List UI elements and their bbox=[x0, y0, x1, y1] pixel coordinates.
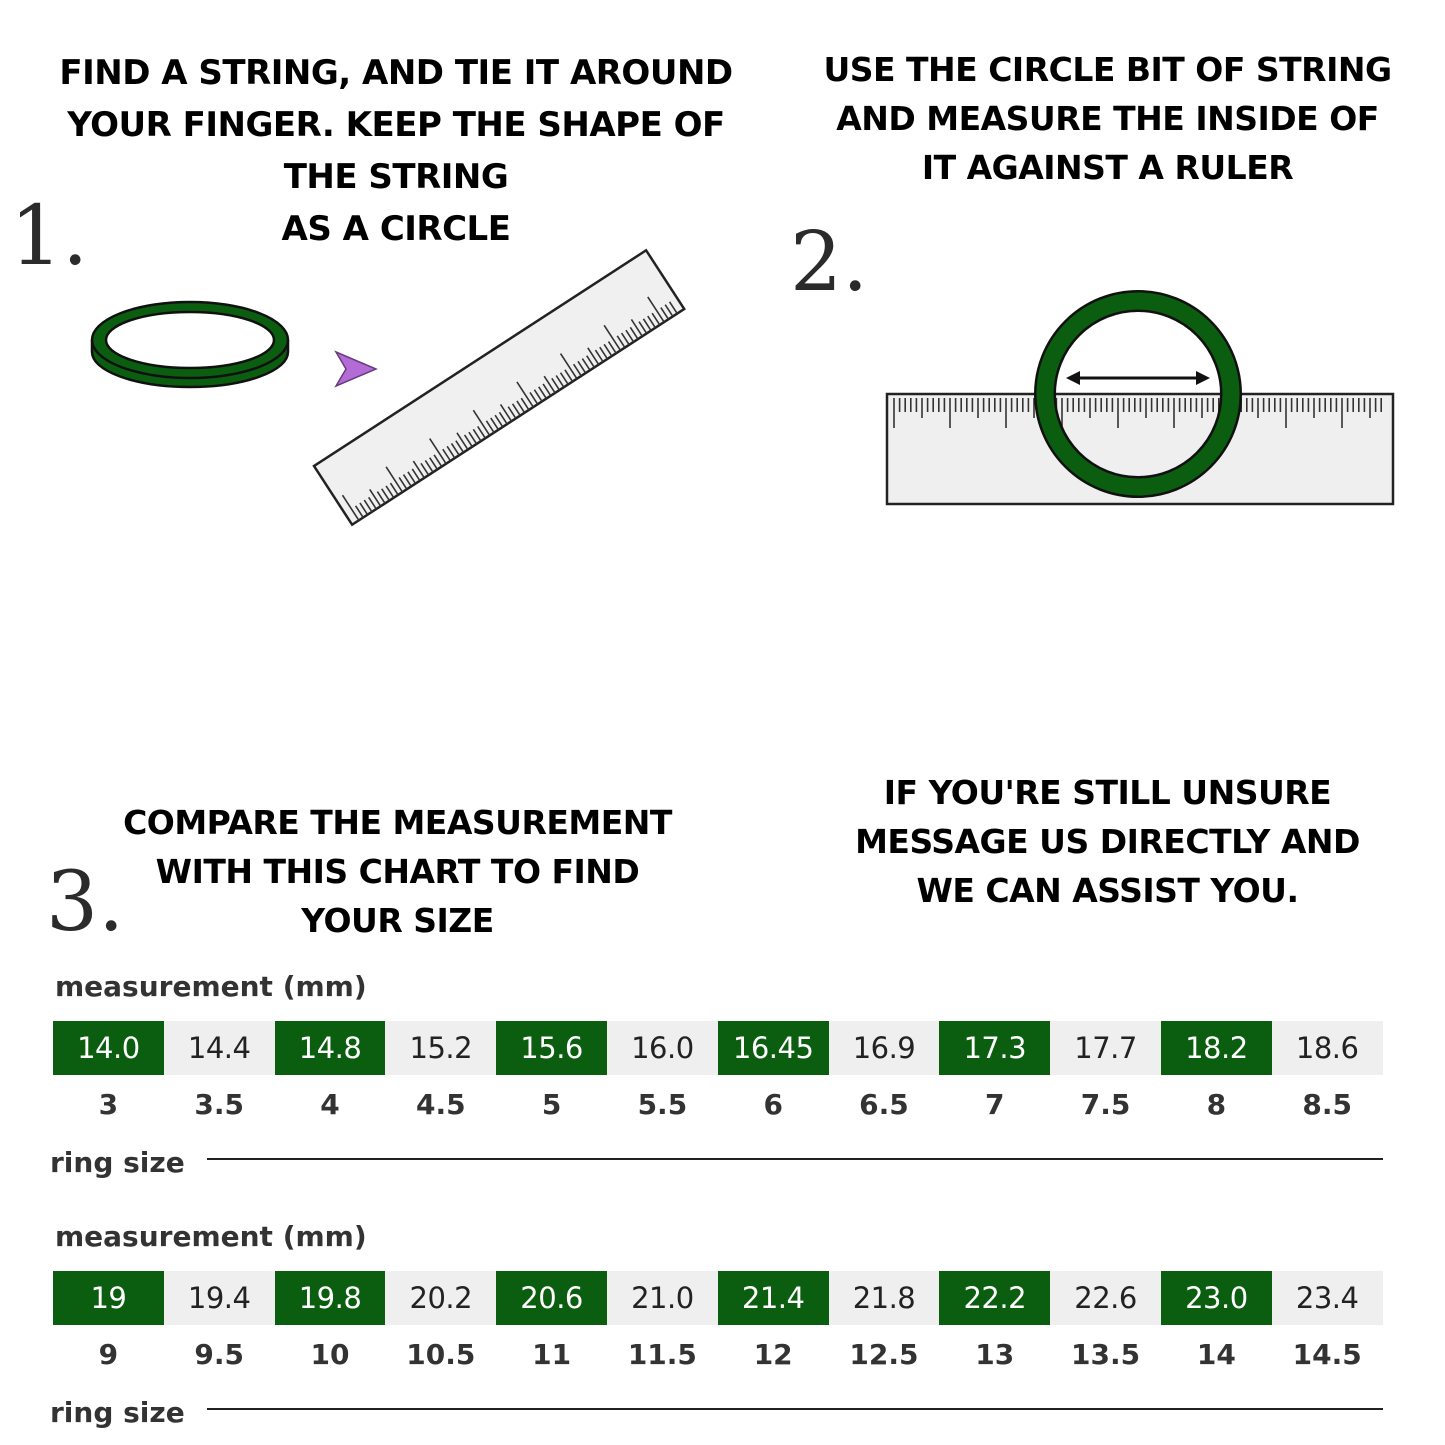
measurement-cell: 14.0 bbox=[53, 1021, 164, 1075]
string-loop-icon bbox=[90, 290, 290, 400]
measurement-cell: 23.4 bbox=[1295, 1281, 1359, 1315]
ring-size-cell: 9.5 bbox=[194, 1337, 244, 1371]
ring-size-cell: 5 bbox=[541, 1087, 562, 1121]
ring-size-cell: 10 bbox=[310, 1337, 350, 1371]
measurement-cell: 17.3 bbox=[939, 1021, 1050, 1075]
ring-size-cell: 12 bbox=[753, 1337, 793, 1371]
measurement-cell: 20.6 bbox=[496, 1271, 607, 1325]
ring-size-cell: 5.5 bbox=[637, 1087, 688, 1121]
measurement-cell: 23.0 bbox=[1161, 1271, 1272, 1325]
ring-size-cell: 7 bbox=[985, 1087, 1005, 1121]
measurement-label: measurement (mm) bbox=[55, 1220, 367, 1253]
ring-size-cell: 10.5 bbox=[406, 1337, 476, 1371]
measurement-cell: 19.8 bbox=[275, 1271, 386, 1325]
ring-size-cell: 3.5 bbox=[194, 1087, 244, 1121]
measurement-label: measurement (mm) bbox=[55, 970, 367, 1003]
measurement-cell: 15.2 bbox=[409, 1031, 473, 1065]
step-3-line: YOUR SIZE bbox=[301, 901, 494, 940]
ring-size-cell: 4 bbox=[320, 1087, 340, 1121]
ring-size-row bbox=[53, 1084, 1383, 1124]
measurement-cell: 22.6 bbox=[1074, 1281, 1137, 1315]
measurement-cell: 21.8 bbox=[852, 1281, 916, 1315]
divider bbox=[207, 1158, 1383, 1160]
ring-size-row bbox=[53, 1334, 1383, 1374]
measurement-cell: 18.6 bbox=[1295, 1031, 1359, 1065]
measurement-cell: 18.2 bbox=[1161, 1021, 1272, 1075]
step-2-heading bbox=[810, 45, 1405, 192]
step-3-line: COMPARE THE MEASUREMENT bbox=[123, 803, 672, 842]
step-1-line: THE STRING bbox=[283, 157, 509, 197]
step-2-line: USE THE CIRCLE BIT OF STRING bbox=[823, 50, 1392, 89]
contact-note-line: MESSAGE US DIRECTLY AND bbox=[855, 822, 1360, 861]
measure-arrow-icon bbox=[1066, 371, 1210, 385]
measurement-cell: 16.45 bbox=[718, 1021, 829, 1075]
step-2-line: AND MEASURE THE INSIDE OF bbox=[836, 99, 1379, 138]
step-1-line: FIND A STRING, AND TIE IT AROUND bbox=[59, 53, 733, 93]
ring-size-cell: 14 bbox=[1196, 1337, 1236, 1371]
measurement-cell: 14.8 bbox=[275, 1021, 386, 1075]
measurement-cell: 21.4 bbox=[718, 1271, 829, 1325]
step-2-number: 2. bbox=[790, 215, 869, 310]
ruler-icon bbox=[312, 262, 652, 524]
measurement-cell: 16.9 bbox=[852, 1031, 916, 1065]
ring-size-cell: 7.5 bbox=[1080, 1087, 1131, 1121]
measurement-cell: 19.4 bbox=[187, 1281, 251, 1315]
ring-size-cell: 6 bbox=[763, 1087, 783, 1121]
contact-note-line: IF YOU'RE STILL UNSURE bbox=[883, 773, 1332, 812]
step-2-line: IT AGAINST A RULER bbox=[921, 148, 1294, 187]
measurement-cell: 20.2 bbox=[409, 1281, 473, 1315]
step-3-heading bbox=[100, 798, 695, 945]
ring-size-cell: 8.5 bbox=[1302, 1087, 1352, 1121]
measurement-cell: 22.2 bbox=[939, 1271, 1050, 1325]
ring-size-cell: 9 bbox=[98, 1337, 119, 1371]
step-1-line: YOUR FINGER. KEEP THE SHAPE OF bbox=[67, 105, 725, 145]
divider bbox=[207, 1408, 1383, 1410]
ring-size-cell: 8 bbox=[1206, 1087, 1227, 1121]
ring-size-cell: 14.5 bbox=[1292, 1337, 1362, 1371]
ring-size-cell: 11.5 bbox=[627, 1337, 697, 1371]
ring-size-cell: 12.5 bbox=[849, 1337, 919, 1371]
ring-size-label: ring size bbox=[50, 1396, 185, 1429]
contact-note-line: WE CAN ASSIST YOU. bbox=[916, 871, 1299, 910]
contact-note bbox=[830, 768, 1385, 915]
ring-size-cell: 3 bbox=[98, 1087, 119, 1121]
ring-size-cell: 11 bbox=[532, 1337, 572, 1371]
measurement-cell: 21.0 bbox=[631, 1281, 694, 1315]
ring-size-cell: 13.5 bbox=[1071, 1337, 1141, 1371]
ring-size-cell: 6.5 bbox=[859, 1087, 909, 1121]
measurement-cell: 14.4 bbox=[187, 1031, 251, 1065]
step-3-line: WITH THIS CHART TO FIND bbox=[155, 852, 640, 891]
ring-size-cell: 4.5 bbox=[415, 1087, 466, 1121]
measurement-cell: 15.6 bbox=[496, 1021, 607, 1075]
step-3-number: 3. bbox=[46, 855, 125, 950]
ring-size-label: ring size bbox=[50, 1146, 185, 1179]
measurement-cell: 19 bbox=[53, 1271, 164, 1325]
ring-size-cell: 13 bbox=[975, 1337, 1015, 1371]
step-1-heading bbox=[40, 47, 752, 255]
measurement-cell: 17.7 bbox=[1074, 1031, 1137, 1065]
measurement-cell: 16.0 bbox=[631, 1031, 694, 1065]
measurement-row bbox=[53, 1021, 1383, 1075]
step-1-line: AS A CIRCLE bbox=[281, 209, 511, 249]
measurement-row bbox=[53, 1271, 1383, 1325]
ring-on-ruler-icon bbox=[886, 290, 1396, 510]
step-1-number: 1. bbox=[10, 189, 89, 284]
